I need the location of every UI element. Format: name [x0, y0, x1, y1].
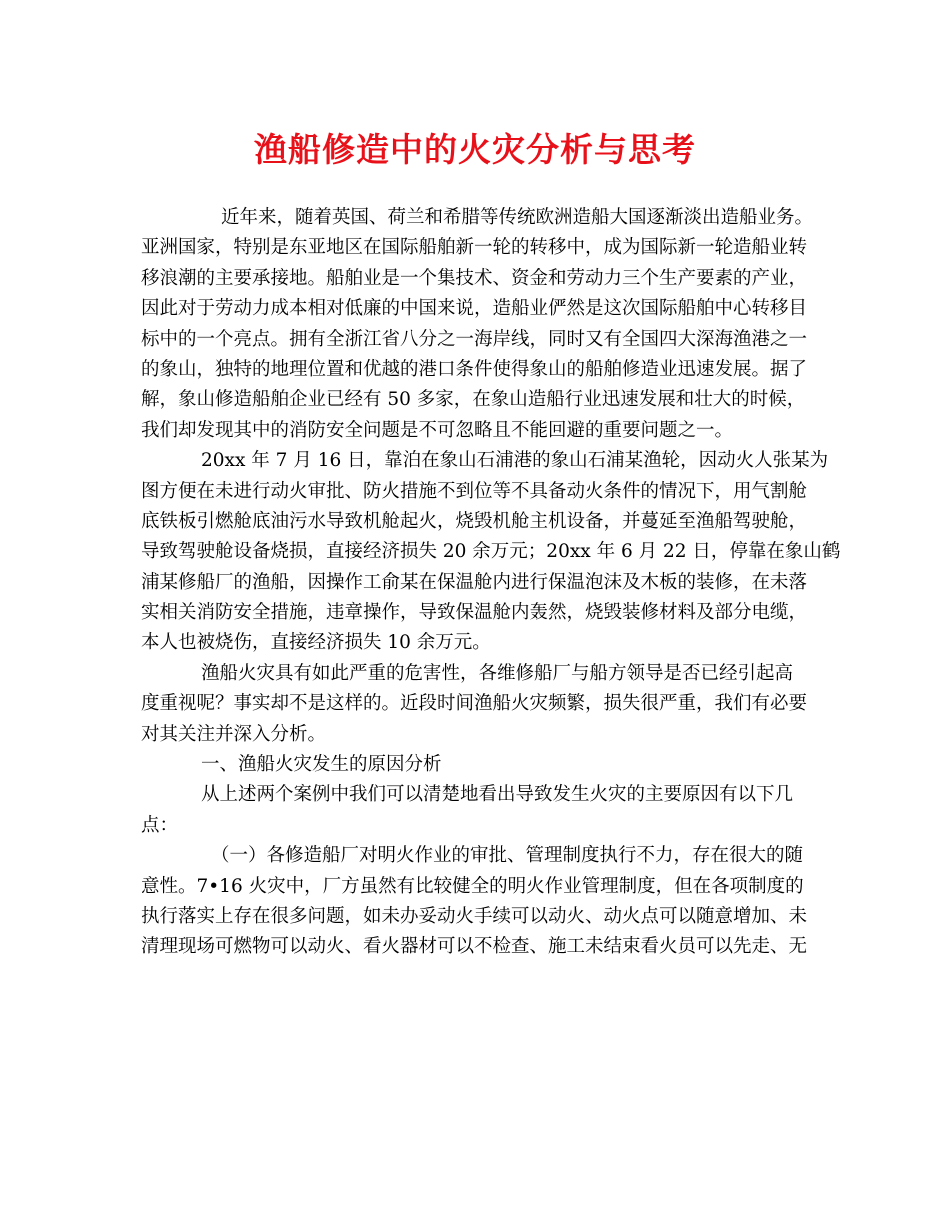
paragraph-line: 因此对于劳动力成本相对低廉的中国来说，造船业俨然是这次国际船舶中心转移目	[141, 298, 808, 320]
paragraph-line: 底铁板引燃舱底油污水导致机舱起火，烧毁机舱主机设备，并蔓延至渔船驾驶舱，	[141, 510, 808, 532]
paragraph-line: 导致驾驶舱设备烧损，直接经济损失 20 余万元；20xx 年 6 月 22 日，停靠在象山鹤	[141, 541, 841, 563]
paragraph-line: 浦某修船厂的渔船，因操作工俞某在保温舱内进行保温泡沫及木板的装修，在未落	[141, 571, 808, 593]
paragraph-line: 我们却发现其中的消防安全问题是不可忽略且不能回避的重要问题之一。	[141, 419, 734, 441]
paragraph-line: 亚洲国家，特别是东亚地区在国际船舶新一轮的转移中，成为国际新一轮造船业转	[141, 237, 808, 259]
paragraph-line: 图方便在未进行动火审批、防火措施不到位等不具备动火条件的情况下，用气割舱	[141, 480, 808, 502]
paragraph-line: 渔船火灾具有如此严重的危害性，各维修船厂与船方领导是否已经引起高	[201, 662, 794, 684]
paragraph-line: 实相关消防安全措施，违章操作，导致保温舱内轰然，烧毁装修材料及部分电缆，	[141, 602, 808, 624]
paragraph-line: 20xx 年 7 月 16 日，靠泊在象山石浦港的象山石浦某渔轮，因动火人张某为	[201, 450, 829, 472]
paragraph-line: 点：	[141, 814, 179, 836]
paragraph-line: （一）各修造船厂对明火作业的审批、管理制度执行不力，存在很大的随	[211, 845, 804, 867]
paragraph-line: 解，象山修造船舶企业已经有 50 多家，在象山造船行业迅速发展和壮大的时候，	[141, 389, 806, 411]
paragraph-line: 对其关注并深入分析。	[141, 723, 327, 745]
document-title: 渔船修造中的火灾分析与思考	[254, 130, 696, 169]
paragraph-line: 意性。7•16 火灾中，厂方虽然有比较健全的明火作业管理制度，但在各项制度的	[141, 875, 804, 897]
paragraph-line: 执行落实上存在很多问题，如未办妥动火手续可以动火、动火点可以随意增加、未	[141, 905, 808, 927]
paragraph-line: 近年来，随着英国、荷兰和希腊等传统欧洲造船大国逐渐淡出造船业务。	[221, 207, 814, 228]
paragraph-line: 的象山，独特的地理位置和优越的港口条件使得象山的船舶修造业迅速发展。据了	[141, 358, 808, 380]
paragraph-line: 清理现场可燃物可以动火、看火器材可以不检查、施工未结束看火员可以先走、无	[141, 936, 808, 958]
paragraph-line: 标中的一个亮点。拥有全浙江省八分之一海岸线，同时又有全国四大深海渔港之一	[141, 328, 808, 350]
paragraph-line: 度重视呢？事实却不是这样的。近段时间渔船火灾频繁，损失很严重，我们有必要	[141, 693, 808, 715]
document-body	[141, 203, 841, 963]
paragraph-line: 本人也被烧伤，直接经济损失 10 余万元。	[141, 632, 491, 654]
paragraph-line: 从上述两个案例中我们可以清楚地看出导致发生火灾的主要原因有以下几	[201, 784, 794, 806]
paragraph-line: 移浪潮的主要承接地。船舶业是一个集技术、资金和劳动力三个生产要素的产业，	[141, 267, 808, 289]
section-heading: 一、渔船火灾发生的原因分析	[201, 754, 442, 776]
